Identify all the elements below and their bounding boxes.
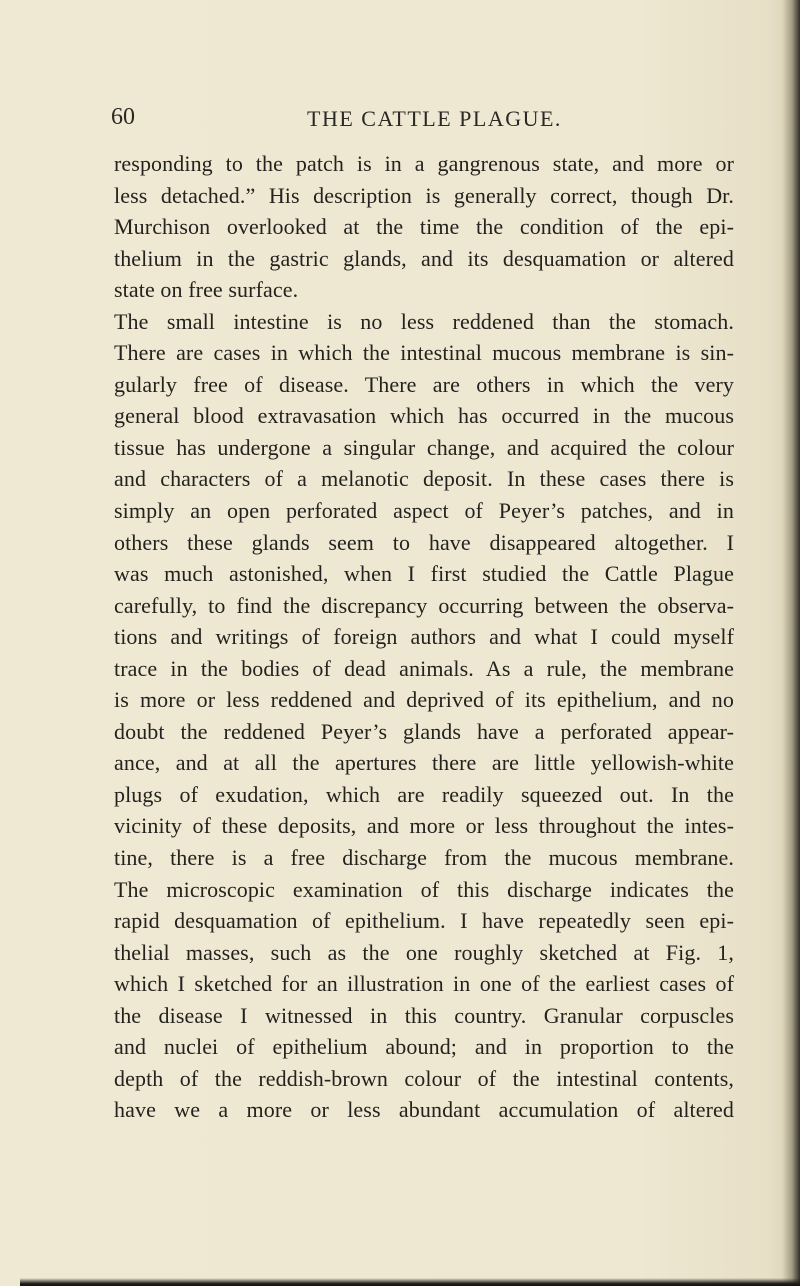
text-line: others these glands seem to have disappeared altogether. I: [114, 529, 734, 555]
text-line: and nuclei of epithelium abound; and in proportion to the: [114, 1034, 734, 1060]
text-line: The microscopic examination of this discharge indicates the: [114, 876, 734, 902]
text-line: is more or less reddened and deprived of its epithelium, and no: [114, 687, 734, 713]
text-line: the disease I witnessed in this country. Granular corpuscles: [114, 1002, 734, 1028]
text-line: trace in the bodies of dead animals. As a rule, the membrane: [114, 655, 734, 681]
text-line: thelium in the gastric glands, and its desquamation or altered: [114, 245, 734, 271]
text-line: vicinity of these deposits, and more or less throughout the intes-: [114, 813, 734, 839]
text-line: rapid desquamation of epithelium. I have repeatedly seen epi-: [114, 908, 734, 934]
text-line: general blood extravasation which has occurred in the mucous: [114, 403, 734, 429]
text-line: which I sketched for an illustration in one of the earliest cases of: [114, 971, 734, 997]
text-line: depth of the reddish-brown colour of the intestinal contents,: [114, 1065, 734, 1091]
text-line: ance, and at all the apertures there are little yellowish-white: [114, 750, 734, 776]
text-line: and characters of a melanotic deposit. In these cases there is: [114, 466, 734, 492]
text-line: simply an open perforated aspect of Peyer’s patches, and in: [114, 498, 734, 524]
text-line: tine, there is a free discharge from the mucous membrane.: [114, 845, 734, 871]
text-line: The small intestine is no less reddened than the stomach.: [114, 308, 734, 334]
text-line: less detached.” His description is generally correct, though Dr.: [114, 182, 734, 208]
text-line: thelial masses, such as the one roughly sketched at Fig. 1,: [114, 939, 734, 965]
text-line: state on free surface.: [114, 277, 299, 303]
text-line: carefully, to find the discrepancy occurring between the observa-: [114, 592, 734, 618]
text-line: plugs of exudation, which are readily squeezed out. In the: [114, 781, 734, 807]
body-text: [114, 148, 734, 1126]
page-bottom-edge: [20, 1278, 800, 1286]
text-line: responding to the patch is in a gangrenous state, and more or: [114, 151, 734, 176]
text-line: was much astonished, when I first studied the Cattle Plague: [114, 561, 734, 587]
text-line: There are cases in which the intestinal mucous membrane is sin-: [114, 340, 734, 366]
page-number: 60: [111, 104, 135, 130]
text-line: tissue has undergone a singular change, and acquired the colour: [114, 434, 734, 460]
running-title: THE CATTLE PLAGUE.: [307, 106, 562, 131]
text-line: Murchison overlooked at the time the condition of the epi-: [114, 214, 734, 240]
running-head: [0, 104, 800, 134]
text-line: tions and writings of foreign authors and what I could myself: [114, 624, 734, 650]
text-line: have we a more or less abundant accumulation of altered: [114, 1097, 734, 1123]
text-line: gularly free of disease. There are others in which the very: [114, 371, 734, 397]
text-line: doubt the reddened Peyer’s glands have a perforated appear-: [114, 718, 734, 744]
page-edge-shadow: [782, 0, 800, 1286]
